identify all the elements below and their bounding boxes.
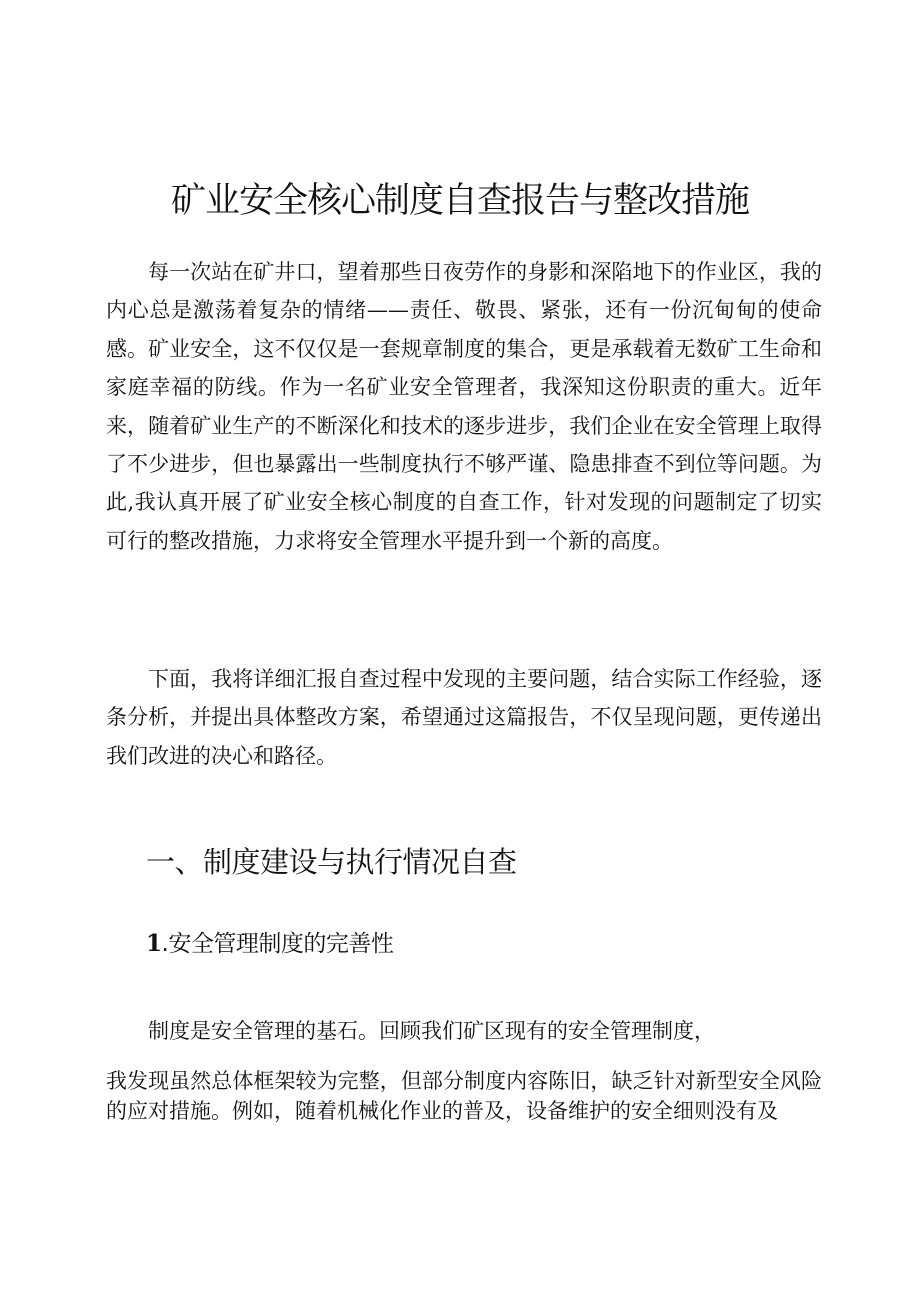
subsection-title: .安全管理制度的完善性 <box>161 931 394 957</box>
subsection-heading <box>146 926 393 962</box>
section-heading: 一、制度建设与执行情况自查 <box>146 845 517 879</box>
subsection-number: 1 <box>146 930 162 957</box>
subsection-paragraph-2: 我发现虽然总体框架较为完整，但部分制度内容陈旧，缺乏针对新型安全风险的应对措施。例如，随着机械化作业的普及，设备维护的安全细则没有及 <box>106 1069 822 1123</box>
intro-paragraph: 每一次站在矿井口，望着那些日夜劳作的身影和深陷地下的作业区，我的内心总是激荡着复杂的情绪——责任、敬畏、紧张，还有一份沉甸甸的使命感。矿业安全，这不仅仅是一套规章制度的集合，更是承载着无数矿工生命和家庭幸福的防线。作为一名矿业安全管理者，我深知这份职责的重大。近年来，随着矿业生产的不断深化和技术的逐步进步，我们企业在安全管理上取得了不少进步，但也暴露出一些制度执行不够严谨、隐患排查不到位等问题。为此,我认真开展了矿业安全核心制度的自查工作，针对发现的问题制定了切实可行的整改措施，力求将安全管理水平提升到一个新的高度。 <box>106 260 822 553</box>
subsection-paragraph-1: 制度是安全管理的基石。回顾我们矿区现有的安全管理制度， <box>148 1019 715 1043</box>
document-title: 矿业安全核心制度自查报告与整改措施 <box>170 181 749 221</box>
second-paragraph: 下面，我将详细汇报自查过程中发现的主要问题，结合实际工作经验，逐条分析，并提出具体整改方案，希望通过这篇报告，不仅呈现问题，更传递出我们改进的决心和路径。 <box>106 667 822 768</box>
